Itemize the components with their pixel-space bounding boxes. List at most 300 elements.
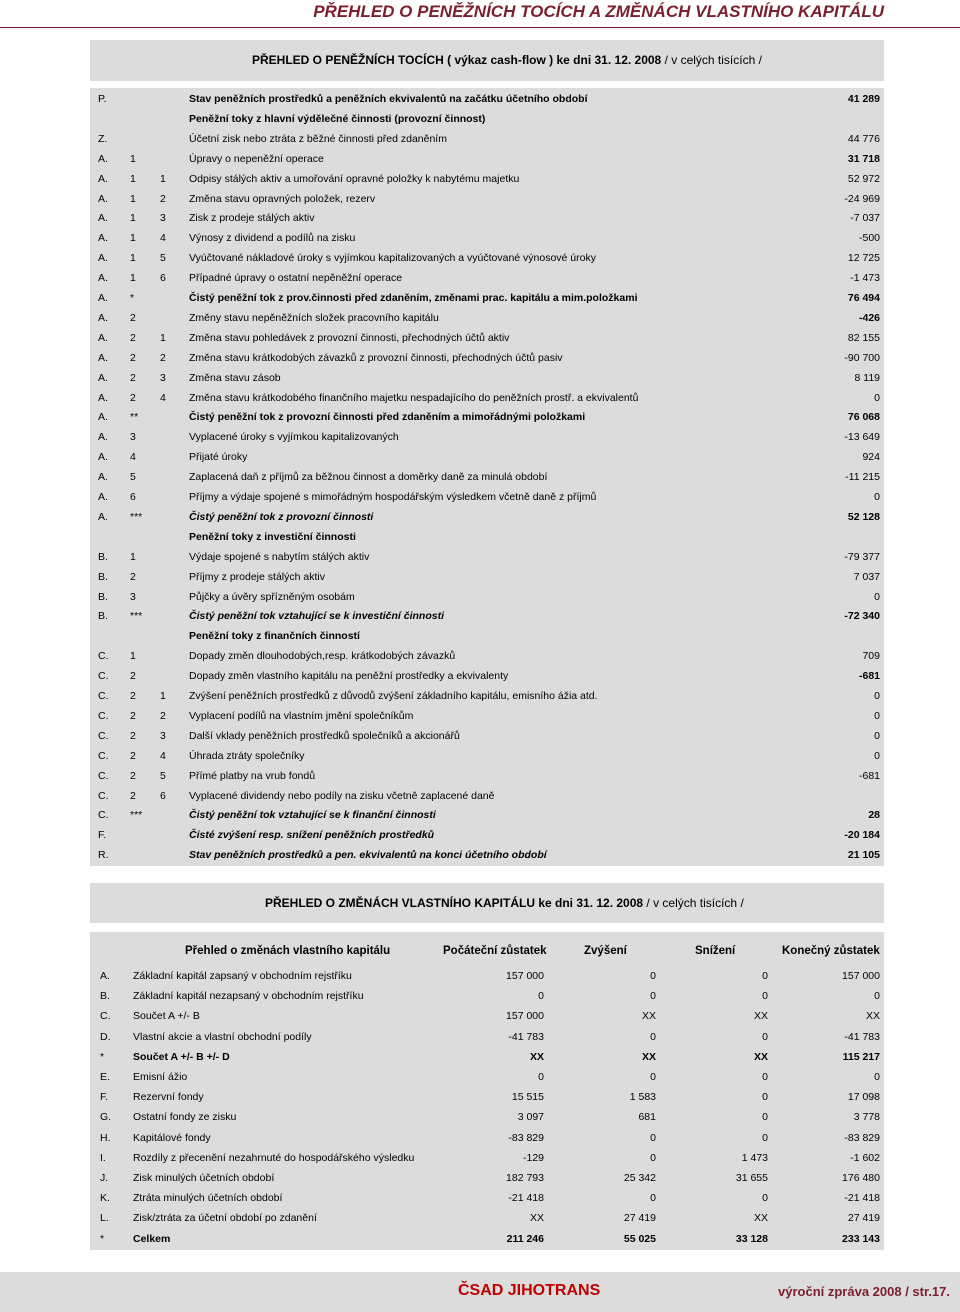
cashflow-code-2: 2 xyxy=(130,311,136,324)
equity-decrease-value: XX xyxy=(753,1050,768,1063)
cashflow-row xyxy=(90,427,884,447)
cashflow-code-2: 2 xyxy=(130,351,136,364)
cashflow-value: -11 215 xyxy=(845,471,880,484)
cashflow-code-2: 2 xyxy=(130,371,136,384)
cashflow-row xyxy=(90,129,884,149)
cashflow-code-1: F. xyxy=(98,829,107,842)
cashflow-row xyxy=(90,228,884,248)
cashflow-label: Výnosy z dividend a podílů na zisku xyxy=(189,232,356,245)
cashflow-label: Změna stavu krátkodobého finančního majetku nespadajícího do peněžních prostř. a ekvivalentů xyxy=(189,391,639,404)
equity-label: Rezervní fondy xyxy=(133,1091,204,1104)
cashflow-code-2: 4 xyxy=(130,451,136,464)
cashflow-label: Půjčky a úvěry spřízněným osobám xyxy=(189,590,355,603)
equity-title-bold: PŘEHLED O ZMĚNÁCH VLASTNÍHO KAPITÁLU ke dni 31. 12. 2008 xyxy=(265,896,644,910)
cashflow-value: -426 xyxy=(858,311,880,324)
cashflow-row xyxy=(90,467,884,487)
cashflow-label: Odpisy stálých aktiv a umořování opravné položky k nabytému majetku xyxy=(189,172,520,185)
cashflow-code-2: 2 xyxy=(130,769,136,782)
cashflow-code-3: 3 xyxy=(160,212,166,225)
cashflow-code-2: *** xyxy=(130,610,143,623)
cashflow-row xyxy=(90,547,884,567)
equity-start-value: -83 829 xyxy=(508,1131,544,1144)
equity-row xyxy=(90,1229,884,1249)
equity-row xyxy=(90,1128,884,1148)
cashflow-code-2: 3 xyxy=(130,590,136,603)
equity-start-value: -41 783 xyxy=(508,1030,544,1043)
cashflow-code-2: 1 xyxy=(130,272,136,285)
equity-end-value: 115 217 xyxy=(842,1050,880,1063)
equity-end-value: -21 418 xyxy=(844,1192,880,1205)
cashflow-row xyxy=(90,208,884,228)
cashflow-value: 0 xyxy=(874,491,880,503)
cashflow-code-1: A. xyxy=(98,371,108,384)
cashflow-code-1: A. xyxy=(98,272,108,285)
cashflow-code-1: C. xyxy=(98,709,109,722)
equity-row xyxy=(90,1168,884,1188)
cashflow-code-3: 3 xyxy=(160,729,166,742)
cashflow-value: -13 649 xyxy=(844,431,880,444)
equity-decrease-value: 0 xyxy=(762,970,768,982)
cashflow-value: 52 128 xyxy=(847,510,880,523)
equity-increase-value: 55 025 xyxy=(623,1232,656,1245)
cashflow-label: Úpravy o nepeněžní operace xyxy=(189,152,324,165)
cashflow-label: Úhrada ztráty společníky xyxy=(189,749,305,762)
cashflow-code-1: A. xyxy=(98,351,108,364)
cashflow-row xyxy=(90,726,884,746)
cashflow-code-1: C. xyxy=(98,769,109,782)
cashflow-value: 0 xyxy=(874,690,880,702)
cashflow-code-3: 2 xyxy=(160,192,166,205)
cashflow-code-2: * xyxy=(130,292,135,304)
cashflow-code-2: 3 xyxy=(130,431,136,444)
cashflow-row xyxy=(90,706,884,726)
cashflow-row xyxy=(90,248,884,268)
cashflow-row xyxy=(90,348,884,368)
equity-code: J. xyxy=(100,1172,109,1184)
cashflow-code-3: 4 xyxy=(160,749,166,762)
equity-label: Zisk/ztráta za účetní období po zdanění xyxy=(133,1212,317,1225)
equity-decrease-value: 31 655 xyxy=(735,1172,768,1184)
page-header: PŘEHLED O PENĚŽNÍCH TOCÍCH A ZMĚNÁCH VLASTNÍHO KAPITÁLU xyxy=(313,2,884,21)
cashflow-label: Změna stavu krátkodobých závazků z provozní činnosti, přechodných účtů pasiv xyxy=(189,351,563,364)
equity-increase-value: 0 xyxy=(650,1131,656,1144)
cashflow-label: Účetní zisk nebo ztráta z běžné činnosti před zdaněním xyxy=(189,132,447,145)
cashflow-code-1: B. xyxy=(98,570,108,583)
cashflow-value: 709 xyxy=(862,650,880,663)
cashflow-value: -24 969 xyxy=(844,192,880,205)
cashflow-label: Změna stavu zásob xyxy=(189,371,281,384)
header-rule xyxy=(0,27,960,28)
cashflow-value: 82 155 xyxy=(847,331,880,344)
equity-row xyxy=(90,1027,884,1047)
cashflow-value: 12 725 xyxy=(847,252,880,265)
cashflow-code-1: A. xyxy=(98,411,108,424)
equity-start-value: 157 000 xyxy=(506,970,544,982)
cashflow-code-3: 5 xyxy=(160,769,166,782)
cashflow-value: 31 718 xyxy=(847,152,880,165)
cashflow-row xyxy=(90,89,884,109)
cashflow-code-1: B. xyxy=(98,550,108,563)
cashflow-row xyxy=(90,447,884,467)
cashflow-code-1: A. xyxy=(98,471,108,484)
equity-title-units: / v celých tisících / xyxy=(643,896,744,910)
cashflow-row xyxy=(90,169,884,189)
cashflow-row xyxy=(90,407,884,427)
cashflow-code-3: 6 xyxy=(160,272,166,285)
cashflow-code-1: B. xyxy=(98,610,108,623)
cashflow-code-2: 1 xyxy=(130,232,136,245)
cashflow-label: Čistý peněžní tok vztahující se k finanční činnosti xyxy=(189,809,436,822)
cashflow-code-2: 1 xyxy=(130,252,136,265)
equity-code: K. xyxy=(100,1192,110,1205)
equity-row xyxy=(90,1208,884,1228)
cashflow-value: 21 105 xyxy=(847,849,880,862)
equity-row xyxy=(90,986,884,1006)
cashflow-row xyxy=(90,786,884,806)
cashflow-code-2: 1 xyxy=(130,650,136,663)
cashflow-title-bar xyxy=(90,40,884,81)
cashflow-title-units: / v celých tisících / xyxy=(661,53,762,67)
cashflow-row xyxy=(90,308,884,328)
cashflow-row xyxy=(90,189,884,209)
cashflow-code-3: 4 xyxy=(160,391,166,404)
equity-label: Kapitálové fondy xyxy=(133,1131,211,1144)
cashflow-label: Zisk z prodeje stálých aktiv xyxy=(189,212,315,225)
equity-header-decrease: Snížení xyxy=(695,945,736,957)
cashflow-label: Dopady změn dlouhodobých,resp. krátkodobých závazků xyxy=(189,650,456,663)
cashflow-value: -7 037 xyxy=(850,212,880,225)
cashflow-code-1: A. xyxy=(98,431,108,444)
cashflow-label: Zvýšení peněžních prostředků z důvodů zvýšení základního kapitálu, emisního ážia atd. xyxy=(189,690,598,702)
cashflow-value: -90 700 xyxy=(844,351,880,364)
cashflow-label: Zaplacená daň z příjmů za běžnou činnost a doměrky daně za minulá období xyxy=(189,471,548,484)
cashflow-row xyxy=(90,587,884,607)
equity-label: Vlastní akcie a vlastní obchodní podíly xyxy=(133,1030,312,1043)
equity-row xyxy=(90,1047,884,1067)
equity-end-value: 233 143 xyxy=(842,1232,880,1245)
cashflow-value: -681 xyxy=(858,670,880,683)
cashflow-value: 924 xyxy=(862,451,880,464)
cashflow-value: 76 494 xyxy=(847,292,880,304)
equity-increase-value: 1 583 xyxy=(629,1091,656,1104)
cashflow-code-2: 1 xyxy=(130,192,136,205)
cashflow-value: 0 xyxy=(874,709,880,722)
cashflow-row xyxy=(90,368,884,388)
cashflow-code-1: A. xyxy=(98,491,108,503)
cashflow-code-2: 1 xyxy=(130,152,136,165)
cashflow-value: 44 776 xyxy=(847,132,880,145)
equity-label: Rozdíly z přecenění nezahrnuté do hospodářského výsledku xyxy=(133,1151,415,1164)
cashflow-label: Změna stavu pohledávek z provozní činnosti, přechodných účtů aktiv xyxy=(189,331,510,344)
cashflow-value: -500 xyxy=(858,232,880,245)
cashflow-code-3: 3 xyxy=(160,371,166,384)
equity-decrease-value: 33 128 xyxy=(735,1232,768,1245)
equity-increase-value: 681 xyxy=(638,1111,656,1124)
cashflow-row xyxy=(90,626,884,646)
equity-end-value: 17 098 xyxy=(847,1091,880,1104)
cashflow-code-3: 2 xyxy=(160,709,166,722)
cashflow-label: Změna stavu opravných položek, rezerv xyxy=(189,192,376,205)
equity-label: Základní kapitál nezapsaný v obchodním rejstříku xyxy=(133,990,364,1003)
cashflow-code-1: Z. xyxy=(98,132,108,145)
cashflow-code-3: 1 xyxy=(160,331,166,344)
cashflow-code-1: C. xyxy=(98,650,109,663)
equity-decrease-value: 0 xyxy=(762,1192,768,1205)
cashflow-code-2: 1 xyxy=(130,550,136,563)
cashflow-code-1: A. xyxy=(98,331,108,344)
equity-label: Celkem xyxy=(133,1232,171,1245)
cashflow-value: -72 340 xyxy=(844,610,880,623)
cashflow-code-2: 2 xyxy=(130,391,136,404)
equity-increase-value: XX xyxy=(641,1010,656,1023)
cashflow-label: Případné úpravy o ostatní nepěněžní operace xyxy=(189,272,403,285)
equity-decrease-value: 1 473 xyxy=(741,1151,768,1164)
cashflow-label: Čistý peněžní tok z provozní činnosti před zdaněním a mimořádnými položkami xyxy=(189,411,586,424)
cashflow-row xyxy=(90,328,884,348)
cashflow-label: Peněžní toky z hlavní výdělečné činnosti (provozní činnost) xyxy=(189,112,486,125)
cashflow-code-2: *** xyxy=(130,510,143,523)
cashflow-value: 7 037 xyxy=(853,570,880,583)
cashflow-code-2: 2 xyxy=(130,789,136,802)
equity-decrease-value: 0 xyxy=(762,1131,768,1144)
equity-row xyxy=(90,1188,884,1208)
equity-start-value: -129 xyxy=(522,1151,544,1164)
equity-header-end: Konečný zůstatek xyxy=(782,945,880,957)
cashflow-label: Stav peněžních prostředků a peněžních ekvivalentů na začátku účetního období xyxy=(189,93,588,105)
equity-start-value: XX xyxy=(529,1050,544,1063)
cashflow-row xyxy=(90,666,884,686)
equity-start-value: 0 xyxy=(538,990,544,1003)
cashflow-code-3: 1 xyxy=(160,690,166,702)
equity-code: H. xyxy=(100,1131,111,1144)
equity-increase-value: 27 419 xyxy=(623,1212,656,1225)
cashflow-code-1: A. xyxy=(98,152,108,165)
cashflow-label: Vyplacené dividendy nebo podíly na zisku včetně zaplacené daně xyxy=(189,789,495,802)
cashflow-row xyxy=(90,288,884,308)
equity-decrease-value: 0 xyxy=(762,1030,768,1043)
cashflow-label: Přímé platby na vrub fondů xyxy=(189,769,316,782)
cashflow-label: Dopady změn vlastního kapitálu na peněžní prostředky a ekvivalenty xyxy=(189,670,509,683)
cashflow-code-1: C. xyxy=(98,789,109,802)
equity-increase-value: XX xyxy=(641,1050,656,1063)
cashflow-label: Peněžní toky z finančních činností xyxy=(189,630,360,643)
cashflow-code-2: 2 xyxy=(130,670,136,683)
equity-label: Zisk minulých účetních období xyxy=(133,1172,275,1184)
cashflow-code-1: A. xyxy=(98,451,108,464)
cashflow-code-3: 4 xyxy=(160,232,166,245)
cashflow-code-1: C. xyxy=(98,729,109,742)
cashflow-label: Příjmy a výdaje spojené s mimořádným hospodářským výsledkem včetně daně z příjmů xyxy=(189,491,597,503)
cashflow-label: Výdaje spojené s nabytím stálých aktiv xyxy=(189,550,370,563)
cashflow-row xyxy=(90,487,884,507)
cashflow-code-1: A. xyxy=(98,391,108,404)
cashflow-code-3: 1 xyxy=(160,172,166,185)
cashflow-row xyxy=(90,268,884,288)
equity-code: G. xyxy=(100,1111,112,1124)
cashflow-code-1: A. xyxy=(98,292,108,304)
cashflow-code-1: A. xyxy=(98,252,108,265)
cashflow-code-1: C. xyxy=(98,670,109,683)
equity-start-value: 15 515 xyxy=(511,1091,544,1104)
equity-increase-value: 0 xyxy=(650,990,656,1003)
cashflow-label: Čistý peněžní tok vztahující se k investiční činnosti xyxy=(189,610,444,623)
equity-increase-value: 0 xyxy=(650,1030,656,1043)
equity-start-value: 182 793 xyxy=(506,1172,544,1184)
equity-increase-value: 0 xyxy=(650,970,656,982)
cashflow-code-2: 1 xyxy=(130,212,136,225)
equity-header-start: Počáteční zůstatek xyxy=(443,945,547,957)
cashflow-label: Přijaté úroky xyxy=(189,451,248,464)
equity-decrease-value: 0 xyxy=(762,1071,768,1083)
cashflow-row xyxy=(90,686,884,706)
equity-decrease-value: XX xyxy=(753,1212,768,1225)
cashflow-code-1: C. xyxy=(98,749,109,762)
cashflow-code-2: *** xyxy=(130,809,143,822)
equity-code: D. xyxy=(100,1030,111,1043)
cashflow-row xyxy=(90,766,884,786)
equity-row xyxy=(90,966,884,986)
cashflow-row xyxy=(90,845,884,865)
equity-decrease-value: 0 xyxy=(762,1111,768,1124)
equity-decrease-value: XX xyxy=(753,1010,768,1023)
cashflow-code-1: A. xyxy=(98,172,108,185)
equity-end-value: 157 000 xyxy=(842,970,880,982)
cashflow-code-1: A. xyxy=(98,192,108,205)
cashflow-row xyxy=(90,567,884,587)
cashflow-label: Čistý peněžní tok z prov.činnosti před zdaněním, změnami prac. kapitálu a mim.položkami xyxy=(189,292,638,304)
cashflow-code-2: 6 xyxy=(130,491,136,503)
cashflow-title-bold: PŘEHLED O PENĚŽNÍCH TOCÍCH ( výkaz cash-flow ) ke dni 31. 12. 2008 xyxy=(252,53,662,67)
cashflow-code-3: 2 xyxy=(160,351,166,364)
cashflow-code-1: A. xyxy=(98,232,108,245)
equity-start-value: 211 246 xyxy=(506,1232,544,1245)
equity-header-increase: Zvýšení xyxy=(584,945,627,957)
cashflow-code-3: 5 xyxy=(160,252,166,265)
equity-label: Součet A +/- B xyxy=(133,1010,200,1023)
equity-start-value: XX xyxy=(529,1212,544,1225)
cashflow-code-2: 2 xyxy=(130,331,136,344)
footer-report: výroční zpráva 2008 / str.17. xyxy=(778,1284,950,1299)
equity-row xyxy=(90,1006,884,1026)
equity-row xyxy=(90,1148,884,1168)
cashflow-code-1: B. xyxy=(98,590,108,603)
cashflow-value: 0 xyxy=(874,749,880,762)
cashflow-code-1: C. xyxy=(98,690,109,702)
equity-end-value: 27 419 xyxy=(847,1212,880,1225)
equity-end-value: 3 778 xyxy=(853,1111,880,1124)
cashflow-label: Stav peněžních prostředků a pen. ekvivalentů na konci účetního období xyxy=(189,849,547,862)
equity-increase-value: 0 xyxy=(650,1151,656,1164)
cashflow-code-1: R. xyxy=(98,849,109,862)
cashflow-row xyxy=(90,388,884,408)
cashflow-label: Vyplacení podílů na vlastním jmění společníkům xyxy=(189,709,414,722)
cashflow-code-1: A. xyxy=(98,311,108,324)
equity-label: Základní kapitál zapsaný v obchodním rejstříku xyxy=(133,970,352,982)
equity-code: L. xyxy=(100,1212,109,1225)
cashflow-row xyxy=(90,149,884,169)
cashflow-row xyxy=(90,746,884,766)
equity-header-label: Přehled o změnách vlastního kapitálu xyxy=(185,945,391,957)
cashflow-label: Čisté zvýšení resp. snížení peněžních prostředků xyxy=(189,829,435,842)
equity-row xyxy=(90,1087,884,1107)
cashflow-value: 76 068 xyxy=(847,411,880,424)
cashflow-code-2: 2 xyxy=(130,690,136,702)
equity-increase-value: 25 342 xyxy=(623,1172,656,1184)
equity-code: F. xyxy=(100,1091,109,1104)
cashflow-label: Čistý peněžní tok z provozní činnosti xyxy=(189,510,374,523)
equity-title-bar xyxy=(90,883,884,923)
cashflow-value: -79 377 xyxy=(844,550,880,563)
cashflow-code-2: 5 xyxy=(130,471,136,484)
cashflow-label: Změny stavu nepěněžních složek pracovního kapitálu xyxy=(189,311,439,324)
cashflow-label: Vyúčtované nákladové úroky s vyjímkou kapitalizovaných a vyúčtované výnosové úroky xyxy=(189,252,596,265)
equity-code: * xyxy=(100,1050,105,1063)
equity-decrease-value: 0 xyxy=(762,1091,768,1104)
cashflow-row xyxy=(90,527,884,547)
equity-code: I. xyxy=(100,1151,106,1164)
cashflow-table xyxy=(90,88,884,866)
cashflow-row xyxy=(90,646,884,666)
equity-decrease-value: 0 xyxy=(762,990,768,1003)
cashflow-row xyxy=(90,825,884,845)
equity-start-value: 157 000 xyxy=(506,1010,544,1023)
footer-brand: ČSAD JIHOTRANS xyxy=(458,1282,601,1299)
equity-row xyxy=(90,1067,884,1087)
equity-code: B. xyxy=(100,990,110,1003)
equity-code: A. xyxy=(100,970,110,982)
equity-table xyxy=(90,932,884,1250)
cashflow-code-1: A. xyxy=(98,212,108,225)
equity-end-value: 0 xyxy=(874,1071,880,1083)
cashflow-code-1: C. xyxy=(98,809,109,822)
cashflow-value: 41 289 xyxy=(847,93,880,105)
equity-label: Emisní ážio xyxy=(133,1071,188,1083)
cashflow-value: 8 119 xyxy=(854,371,880,384)
cashflow-code-1: P. xyxy=(98,93,107,105)
cashflow-value: 28 xyxy=(868,809,880,822)
cashflow-code-2: 2 xyxy=(130,570,136,583)
cashflow-title xyxy=(252,40,762,81)
cashflow-value: -681 xyxy=(858,769,880,782)
cashflow-code-3: 6 xyxy=(160,789,166,802)
equity-end-value: 176 480 xyxy=(842,1172,880,1184)
equity-row xyxy=(90,1107,884,1127)
cashflow-code-2: 2 xyxy=(130,729,136,742)
equity-code: C. xyxy=(100,1010,111,1023)
equity-label: Ostatní fondy ze zisku xyxy=(133,1111,237,1124)
cashflow-value: -1 473 xyxy=(850,272,880,285)
equity-end-value: -83 829 xyxy=(844,1131,880,1144)
equity-title xyxy=(265,883,744,923)
cashflow-label: Další vklady peněžních prostředků společníků a akcionářů xyxy=(189,729,460,742)
equity-end-value: 0 xyxy=(874,990,880,1003)
equity-label: Součet A +/- B +/- D xyxy=(133,1050,230,1063)
equity-start-value: 0 xyxy=(538,1071,544,1083)
equity-header-row xyxy=(90,941,884,961)
cashflow-row xyxy=(90,805,884,825)
cashflow-code-2: 2 xyxy=(130,749,136,762)
equity-label: Ztráta minulých účetních období xyxy=(133,1192,283,1205)
cashflow-value: 0 xyxy=(874,391,880,404)
equity-start-value: 3 097 xyxy=(517,1111,544,1124)
equity-code: * xyxy=(100,1232,105,1245)
cashflow-value: 52 972 xyxy=(847,172,880,185)
cashflow-code-2: 1 xyxy=(130,172,136,185)
equity-increase-value: 0 xyxy=(650,1192,656,1205)
cashflow-code-2: 2 xyxy=(130,709,136,722)
cashflow-value: 0 xyxy=(874,729,880,742)
equity-end-value: XX xyxy=(865,1010,880,1023)
